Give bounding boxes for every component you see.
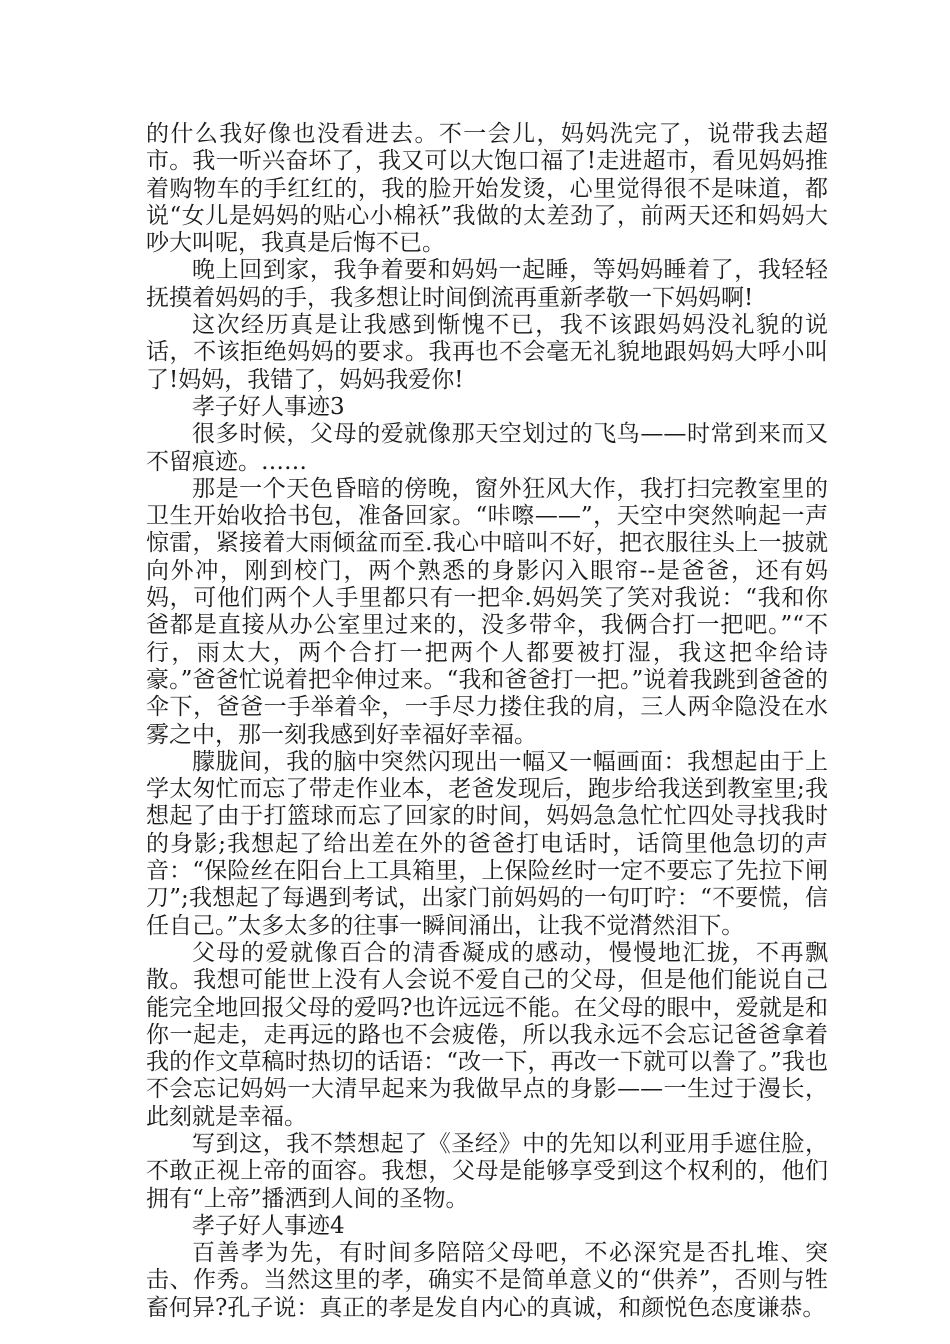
paragraph-2: 晚上回到家，我争着要和妈妈一起睡，等妈妈睡着了，我轻轻抚摸着妈妈的手，我多想让时间倒流再重新孝敬一下妈妈啊!	[146, 257, 828, 311]
section-heading-3: 孝子好人事迹3	[192, 393, 345, 420]
paragraph-9: 百善孝为先，有时间多陪陪父母吧，不必深究是否扎堆、突击、作秀。当然这里的孝，确实不是简单意义的“供养”，否则与牲畜何异?孔子说：真正的孝是发自内心的真诚，和颜悦色态度谦恭。	[146, 1240, 828, 1321]
paragraph-1: 的什么我好像也没看进去。不一会儿，妈妈洗完了，说带我去超市。我一听兴奋坏了，我又可以大饱口福了!走进超市，看见妈妈推着购物车的手红红的，我的脸开始发烫，心里觉得很不是味道，都说“女儿是妈妈的贴心小棉袄”我做的太差劲了，前两天还和妈妈大吵大叫呢，我真是后悔不已。	[146, 121, 828, 257]
paragraph-6: 朦胧间，我的脑中突然闪现出一幅又一幅画面：我想起由于上学太匆忙而忘了带走作业本，老爸发现后，跑步给我送到教室里;我想起了由于打篮球而忘了回家的时间，妈妈急急忙忙四处寻找我时的身影;我想起了给出差在外的爸爸打电话时，话筒里他急切的声音：“保险丝在阳台上工具箱里，上保险丝时一定不要忘了先拉下闸刀”;我想起了每遇到考试，出家门前妈妈的一句叮咛：“不要慌，信任自己。”太多太多的往事一瞬间涌出，让我不觉潸然泪下。	[146, 748, 828, 939]
paragraph-4: 很多时候，父母的爱就像那天空划过的飞鸟——时常到来而又不留痕迹。……	[146, 421, 828, 475]
paragraph-7: 父母的爱就像百合的清香凝成的感动，慢慢地汇拢，不再飘散。我想可能世上没有人会说不爱自己的父母，但是他们能说自己能完全地回报父母的爱吗?也许远远不能。在父母的眼中，爱就是和你一起走，走再远的路也不会疲倦，所以我永远不会忘记爸爸拿着我的作文草稿时热切的话语：“改一下，再改一下就可以誊了。”我也不会忘记妈妈一大清早起来为我做早点的身影——一生过于漫长，此刻就是幸福。	[146, 939, 828, 1130]
document-body	[146, 121, 828, 1322]
paragraph-3: 这次经历真是让我感到惭愧不已，我不该跟妈妈没礼貌的说话，不该拒绝妈妈的要求。我再也不会毫无礼貌地跟妈妈大呼小叫了!妈妈，我错了，妈妈我爱你!	[146, 312, 828, 393]
section-heading-4: 孝子好人事迹4	[192, 1212, 345, 1239]
paragraph-5: 那是一个天色昏暗的傍晚，窗外狂风大作，我打扫完教室里的卫生开始收拾书包，准备回家。“咔嚓——”，天空中突然响起一声惊雷，紧接着大雨倾盆而至.我心中暗叫不好，把衣服往头上一披就向外冲，刚到校门，两个熟悉的身影闪入眼帘--是爸爸，还有妈妈，可他们两个人手里都只有一把伞.妈妈笑了笑对我说：“我和你爸都是直接从办公室里过来的，没多带伞，我俩合打一把吧。”“不行，雨太大，两个合打一把两个人都要被打湿，我这把伞给诗豪。”爸爸忙说着把伞伸过来。“我和爸爸打一把。”说着我跳到爸爸的伞下，爸爸一手举着伞，一手尽力搂住我的肩，三人两伞隐没在水雾之中，那一刻我感到好幸福好幸福。	[146, 475, 828, 748]
paragraph-8: 写到这，我不禁想起了《圣经》中的先知以利亚用手遮住脸，不敢正视上帝的面容。我想，父母是能够享受到这个权利的，他们拥有“上帝”播洒到人间的圣物。	[146, 1130, 828, 1212]
